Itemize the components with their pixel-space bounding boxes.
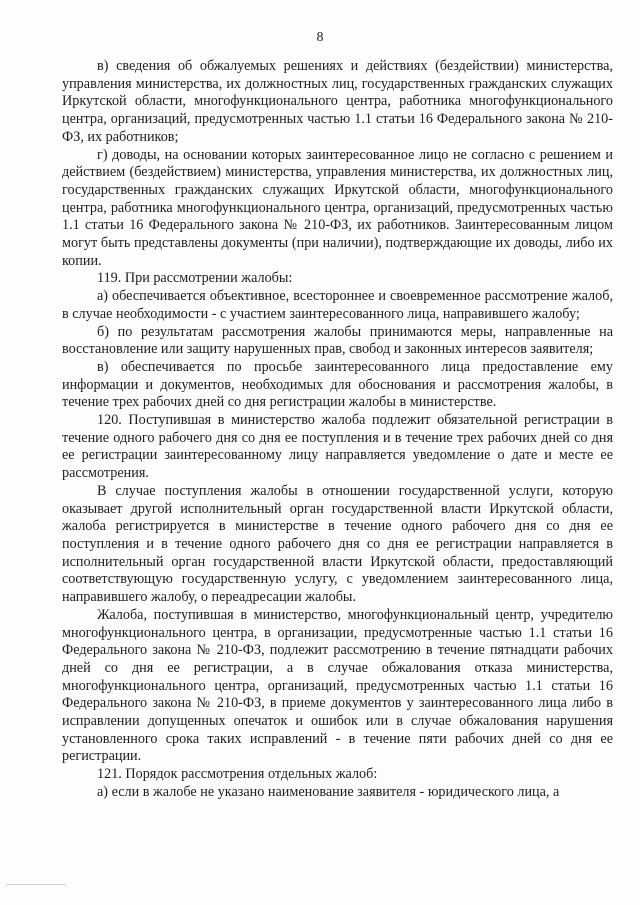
paragraph: в) сведения об обжалуемых решениях и действиях (бездействии) министерства, управления министерства, их должностных лиц, государственных гражданских служащих Иркутской области, многофункционального центра, работника многофункционального центра, организаций, предусмотренных частью 1.1 статьи 16 Федерального закона № 210-ФЗ, их работников; <box>62 58 613 145</box>
paragraph: б) по результатам рассмотрения жалобы принимаются меры, направленные на восстановление или защиту нарушенных прав, свобод и законных интересов заявителя; <box>62 323 613 358</box>
paragraph: в) обеспечивается по просьбе заинтересованного лица предоставление ему информации и документов, необходимых для обоснования и рассмотрения жалобы, в течение трех рабочих дней со дня регистрации жалобы в министерстве. <box>62 358 613 411</box>
paragraph: г) доводы, на основании которых заинтересованное лицо не согласно с решением и действием (бездействием) министерства, управления министерства, их должностных лиц, государственных гражданских служащих Иркутской области, многофункционального центра, работника многофункционального центра, организаций, предусмотренных частью 1.1 статьи 16 Федерального закона № 210-ФЗ, их работников. Заинтересованным лицом могут быть представлены документы (при наличии), подтверждающие их доводы, либо их копии. <box>62 146 613 269</box>
paragraph: 119. При рассмотрении жалобы: <box>97 270 293 287</box>
paragraph: 120. Поступившая в министерство жалоба подлежит обязательной регистрации в течение одного рабочего дня со дня ее поступления и в течение трех рабочих дней со дня ее регистрации заинтересованному лицу направляется уведомление о дате и месте ее рассмотрения. <box>62 412 613 482</box>
paragraph: Жалоба, поступившая в министерство, многофункциональный центр, учредителю многофункционального центра, в организации, предусмотренные частью 1.1 статьи 16 Федерального закона № 210-ФЗ, подлежит рассмотрению в течение пятнадцати рабочих дней со дня ее регистрации, а в случае обжалования отказа министерства, многофункционального центра, организаций, предусмотренных частью 1.1 статьи 16 Федерального закона № 210-ФЗ, в приеме документов у заинтересованного лица либо в исправлении допущенных опечаток и ошибок или в случае обжалования нарушения установленного срока таких исправлений - в течение пяти рабочих дней со дня ее регистрации. <box>62 606 613 765</box>
scan-artifact <box>6 884 66 885</box>
paragraph: 121. Порядок рассмотрения отдельных жалоб: <box>97 766 378 783</box>
document-body <box>62 58 613 802</box>
paragraph: а) если в жалобе не указано наименование заявителя - юридического лица, а <box>97 783 560 800</box>
page-number: 8 <box>316 30 324 45</box>
paragraph: В случае поступления жалобы в отношении государственной услуги, которую оказывает другой исполнительный орган государственной власти Иркутской области, жалоба регистрируется в министерстве в течение одного рабочего дня со дня ее поступления и в течение одного рабочего дня со дня ее регистрации направляется в исполнительный орган государственной власти Иркутской области, предоставляющий соответствующую государственную услугу, с уведомлением заинтересованного лица, направившего жалобу, о переадресации жалобы. <box>62 482 613 606</box>
paragraph: а) обеспечивается объективное, всестороннее и своевременное рассмотрение жалоб, в случае необходимости - с участием заинтересованного лица, направившего жалобу; <box>62 288 613 322</box>
